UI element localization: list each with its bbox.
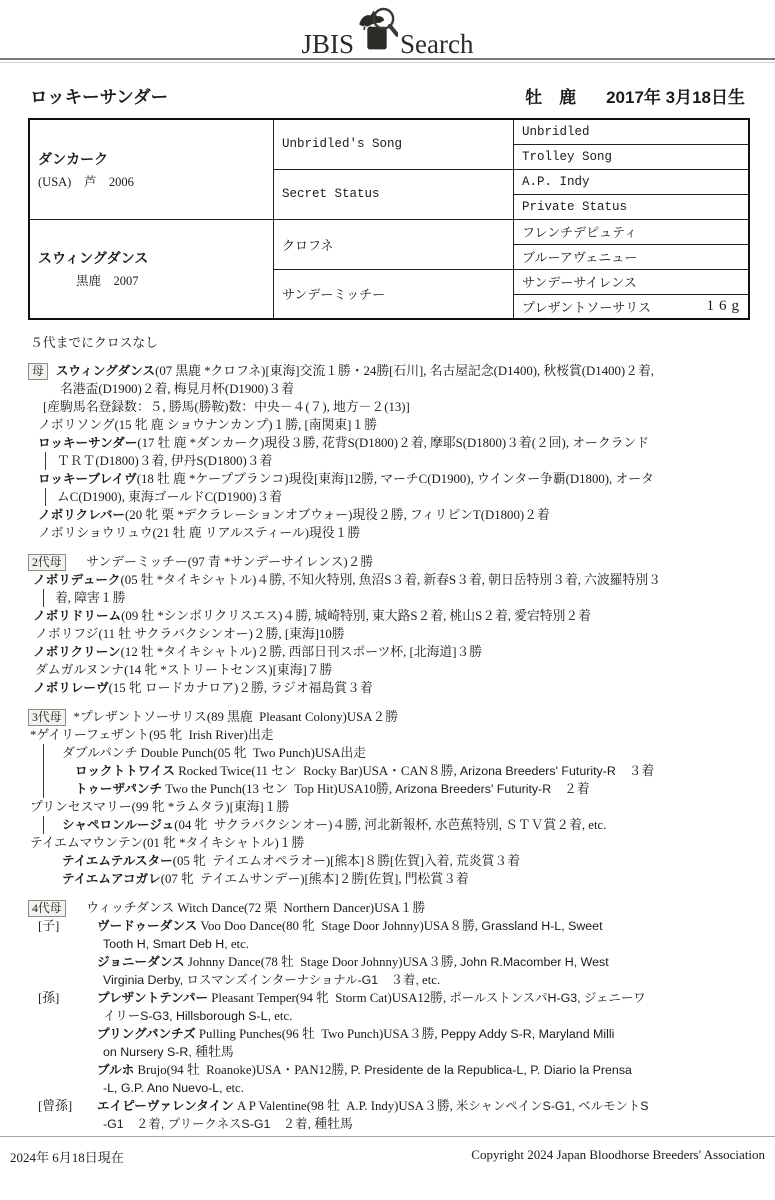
pedigree-line (28, 917, 765, 935)
jbis-logo (0, 0, 775, 58)
text-segment: ヴードゥーダンス (97, 919, 198, 933)
page-title-horse-name: ロッキーサンダー (30, 87, 169, 107)
horse-profile (525, 83, 745, 108)
text-segment: ノボリドリーム (33, 609, 122, 623)
text-segment: シャペロンルージュ (62, 818, 175, 832)
text-segment: etc. (418, 973, 441, 987)
text-segment: ノボリレーヴ (33, 681, 109, 695)
ancestor-cell (274, 119, 514, 169)
sire-cell (29, 119, 274, 219)
generation-badge: 3代母 (28, 709, 66, 726)
text-segment: ロックトトワイス (75, 764, 175, 778)
pedigree-line (28, 470, 765, 488)
ancestor-name: プレザントソーサリス (522, 299, 651, 315)
ancestor-name: ブルーアヴェニュー (522, 250, 638, 265)
ancestor-name: Private Status (522, 199, 628, 214)
pedigree-line (28, 708, 765, 726)
relation-tag: [曾孫] (38, 1099, 73, 1113)
pedigree-line (28, 661, 765, 679)
text-segment: (15 牝 ロードカナロア)２勝, ラジオ福島賞３着 (108, 681, 373, 695)
text-segment: Virginia Derby, ロスマンズインターナショナル-G1 ３着, (103, 973, 419, 987)
text-segment: etc. (222, 1081, 244, 1095)
text-segment: ブルホ (97, 1063, 135, 1077)
text-segment: Voo Doo Dance(80 牝 Stage Door Johnny)USA８勝, (197, 919, 482, 933)
text-segment: ノボリデューク (33, 573, 121, 587)
text-segment: ３着 (615, 764, 655, 778)
sex-coat: 牡 鹿 (525, 88, 577, 107)
text-segment: Johnny Dance(78 牡 Stage Door Johnny)USA３勝, (184, 955, 461, 969)
text-segment: P. Presidente de la Republica-L, P. Diario la Prensa (350, 1063, 632, 1077)
text-segment: (09 牡 *シンボリクリスエス)４勝, 城崎特別, 東大路S２着, 桃山S２着, 愛宕特別２着 (121, 609, 591, 623)
pedigree-section (28, 553, 765, 697)
text-segment: (05 牡 *タイキシャトル)４勝, 不知火特別, 魚沼S３着, 新春S３着, 朝日岳特別３着, 六波羅特別３ (120, 573, 661, 587)
text-segment: 種牡馬 (195, 1045, 234, 1059)
ancestor-cell (514, 119, 750, 144)
text-segment: ノボリショウリュウ(21 牡 鹿 リアルスティール)現役１勝 (38, 526, 361, 540)
page-note: 16g (706, 297, 744, 314)
pedigree-line (28, 434, 765, 452)
pedigree-line (28, 416, 765, 434)
pedigree-line (28, 452, 765, 470)
text-segment: エイピーヴァレンタイン (97, 1099, 234, 1113)
text-segment: (18 牡 鹿 *ケープブランコ)現役[東海]12勝, マーチC(D1900), ウインター争覇(D1800), オータ (136, 472, 654, 486)
text-segment: 名港盃(D1900)２着, 梅見月杯(D1900)３着 (60, 382, 294, 396)
pedigree-line (28, 762, 765, 780)
text-segment: John R.Macomber H, West (460, 955, 609, 969)
text-segment: Arizona Breeders' Futurity-R (395, 782, 552, 796)
pedigree-line (28, 971, 765, 989)
text-segment: 着, 障害１勝 (55, 591, 126, 605)
text-segment: サンデーミッチー(97 青 *サンデーサイレンス)２勝 (73, 555, 374, 569)
title-row (30, 83, 745, 109)
pedigree-line (28, 834, 765, 852)
text-segment: Pulling Punches(96 牡 Two Punch)USA３勝, (195, 1027, 441, 1041)
text-segment: ポールストンスパH-G3, ジェニーワ (449, 991, 646, 1005)
text-segment: プレザントテンパー (97, 991, 209, 1005)
ancestor-cell (514, 194, 750, 219)
text-segment: 米シャンペインS-G1, ベルモントS (456, 1099, 649, 1113)
ancestor-name: サンデーミッチー (282, 287, 386, 303)
pedigree-line (28, 643, 765, 661)
ancestor-name: フレンチデピュティ (522, 225, 638, 240)
text-segment: トゥーザパンチ (75, 782, 163, 796)
tree-connector-bar (43, 780, 44, 798)
ancestor-name: クロフネ (282, 237, 334, 253)
pedigree-line (28, 816, 765, 834)
pedigree-section (28, 708, 765, 888)
text-segment: ロッキーブレイヴ (38, 472, 137, 486)
pedigree-line (28, 553, 765, 571)
text-segment: ノボリフジ(11 牡 サクラバクシンオー)２勝, [東海]10勝 (35, 627, 345, 641)
pedigree-line (28, 870, 765, 888)
dam-detail: 黒鹿 2007 (76, 274, 139, 289)
text-segment: Arizona Breeders' Futurity-R (459, 764, 616, 778)
copyright-text: Copyright 2024 Japan Bloodhorse Breeders' Association (471, 1147, 765, 1162)
text-segment: *プレザントソーサリス(89 黒鹿 Pleasant Colony)USA２勝 (73, 710, 399, 724)
pedigree-line (28, 1025, 765, 1043)
page-footer (0, 1136, 775, 1166)
text-segment: 種牡馬 (314, 1117, 353, 1131)
text-segment: テイエムアコガレ (62, 872, 161, 886)
text-segment: ウィッチダンス Witch Dance(72 栗 Northern Dancer)USA１勝 (73, 901, 426, 915)
ancestor-name: Unbridled (522, 124, 590, 139)
pedigree-line (28, 935, 765, 953)
pedigree-line (28, 852, 765, 870)
pedigree-line (28, 607, 765, 625)
text-segment: (17 牡 鹿 *ダンカーク)現役３勝, 花背S(D1800)２着, 摩耶S(D1800)３着(２回), オークランド (137, 436, 650, 450)
text-segment: ロッキーサンダー (38, 436, 138, 450)
pedigree-line (28, 1079, 765, 1097)
text-segment: (12 牡 *タイキシャトル)２勝, 西部日刊スポーツ杯, [北海道]３勝 (120, 645, 483, 659)
generation-badge: 母 (28, 363, 48, 380)
pedigree-line (28, 798, 765, 816)
pedigree-line (28, 726, 765, 744)
ancestor-cell (274, 269, 514, 319)
text-segment: ジョニーダンス (97, 955, 185, 969)
ancestor-cell (514, 219, 750, 244)
inbreeding-cross-note: ５代までにクロスなし (30, 336, 158, 350)
relation-tag: [子] (38, 919, 60, 933)
tree-connector-bar (45, 488, 46, 506)
text-segment: ダムガルヌンナ(14 牝 *ストリートセンス)[東海]７勝 (35, 663, 333, 677)
text-segment: テイエムテルスター (62, 854, 173, 868)
pedigree-line (28, 362, 765, 380)
text-segment: (04 牝 サクラバクシンオー)４勝, 河北新報杯, 水芭蕉特別, ＳＴＶ賞２着, etc. (174, 818, 607, 832)
pedigree-line (28, 571, 765, 589)
tree-connector-bar (43, 589, 44, 607)
text-segment: *ゲイリーフェザント(95 牝 Irish River)出走 (30, 728, 274, 742)
text-segment: Peppy Addy S-R, Maryland Milli (440, 1027, 615, 1041)
ancestor-name: Trolley Song (522, 149, 613, 164)
text-segment: on Nursery S-R, (103, 1045, 196, 1059)
text-segment: (05 牝 テイエムオペラオー)[熊本]８勝[佐賀]入着, 荒炎賞３着 (172, 854, 520, 868)
pedigree-line (28, 589, 765, 607)
ancestor-cell (274, 169, 514, 219)
text-segment: ムC(D1900), 東海ゴールドC(D1900)３着 (57, 490, 283, 504)
text-segment: Tooth H, Smart Deb H, (103, 937, 228, 951)
pedigree-line (28, 1007, 765, 1025)
text-segment: -L, G.P. Ano Nuevo-L, (103, 1081, 223, 1095)
ancestor-cell (514, 169, 750, 194)
pedigree-line (28, 744, 765, 762)
text-segment: (07 黒鹿 *クロフネ)[東海]交流１勝・24勝[石川], 名古屋記念(D1400), 秋桜賞(D1400)２着, (155, 364, 654, 378)
text-segment: ノボリクリーン (33, 645, 121, 659)
text-segment: Pleasant Temper(94 牝 Storm Cat)USA12勝, (208, 991, 450, 1005)
sire-name: ダンカーク (38, 150, 109, 167)
text-segment: (07 牝 テイエムサンデー)[熊本]２勝[佐賀], 門松賞３着 (160, 872, 469, 886)
text-segment: スウィングダンス (55, 364, 156, 378)
pedigree-section (28, 362, 765, 542)
text-segment: プリングパンチズ (97, 1027, 196, 1041)
text-segment: Grassland H-L, Sweet (481, 919, 603, 933)
text-segment: Rocked Twice(11 セン Rocky Bar)USA・CAN８勝, (175, 764, 460, 778)
pedigree-sections (28, 362, 765, 1133)
ancestor-cell (514, 294, 750, 319)
pedigree-line (28, 780, 765, 798)
text-segment: ノボリクレバー (38, 508, 126, 522)
tree-connector-bar (45, 452, 46, 470)
relation-tag: [孫] (38, 991, 60, 1005)
tree-connector-bar (43, 816, 44, 834)
pedigree-line (28, 398, 765, 416)
text-segment: イリーS-G3, Hillsborough S-L, (103, 1009, 272, 1023)
data-as-of-date: 2024年 6月18日現在 (10, 1150, 124, 1165)
pedigree-line (28, 679, 765, 697)
text-segment: -G1 ２着, プリークネスS-G1 ２着, (103, 1117, 315, 1131)
text-segment: テイエムマウンテン(01 牝 *タイキシャトル)１勝 (30, 836, 305, 850)
text-segment: ノボリソング(15 牝 鹿 ショウナンカンプ)１勝, [南関東]１勝 (38, 418, 378, 432)
text-segment: ＴＲＴ(D1800)３着, 伊丹S(D1800)３着 (57, 454, 273, 468)
pedigree-line (28, 524, 765, 542)
ancestor-name: Secret Status (282, 187, 380, 201)
ancestor-name: サンデーサイレンス (522, 275, 637, 290)
text-segment: ２着 (551, 782, 590, 796)
generation-badge: 4代母 (28, 900, 66, 917)
pedigree-line (28, 989, 765, 1007)
dam-cell (29, 219, 274, 319)
tree-connector-bar (43, 762, 44, 780)
pedigree-section (28, 899, 765, 1133)
text-segment: etc. (227, 937, 249, 951)
text-segment: [産駒馬名登録数：５, 勝馬(勝鞍)数：中央－４(７), 地方－２(13)] (43, 400, 410, 414)
text-segment: プリンセスマリー(99 牝 *ラムタラ)[東海]１勝 (30, 800, 290, 814)
pedigree-line (28, 506, 765, 524)
text-segment: Brujo(94 牡 Roanoke)USA・PAN12勝, (134, 1063, 351, 1077)
pedigree-line (28, 1097, 765, 1115)
ancestor-cell (514, 144, 750, 169)
pedigree-line (28, 380, 765, 398)
logo-text-search: Search (400, 29, 474, 59)
text-segment: A P Valentine(98 牡 A.P. Indy)USA３勝, (233, 1099, 457, 1113)
text-segment: etc. (271, 1009, 293, 1023)
pedigree-line (28, 625, 765, 643)
logo-text-jbis: JBIS (301, 29, 355, 59)
pedigree-line (28, 1115, 765, 1133)
dam-name: スウィングダンス (38, 250, 149, 267)
pedigree-line (28, 899, 765, 917)
pedigree-table (28, 118, 750, 320)
text-segment: ダブルパンチ Double Punch(05 牝 Two Punch)USA出走 (62, 746, 367, 760)
ancestor-name: Unbridled's Song (282, 137, 403, 152)
ancestor-cell (274, 219, 514, 269)
pedigree-line (28, 1061, 765, 1079)
ancestor-cell (514, 269, 750, 294)
pedigree-line (28, 953, 765, 971)
text-segment: Two the Punch(13 セン Top Hit)USA10勝, (162, 782, 396, 796)
pedigree-line (28, 1043, 765, 1061)
ancestor-name: A.P. Indy (522, 174, 590, 189)
ancestor-cell (514, 244, 750, 269)
magnifier-horse-icon (356, 5, 398, 60)
sire-detail: (USA) 芦 2006 (38, 174, 134, 189)
tree-connector-bar (43, 744, 44, 762)
text-segment: (20 牝 栗 *デクラレーションオブウォー)現役２勝, フィリピンT(D1800)２着 (125, 508, 550, 522)
birth-date: 2017年 3月18日生 (606, 88, 745, 107)
generation-badge: 2代母 (28, 554, 66, 571)
pedigree-line (28, 488, 765, 506)
